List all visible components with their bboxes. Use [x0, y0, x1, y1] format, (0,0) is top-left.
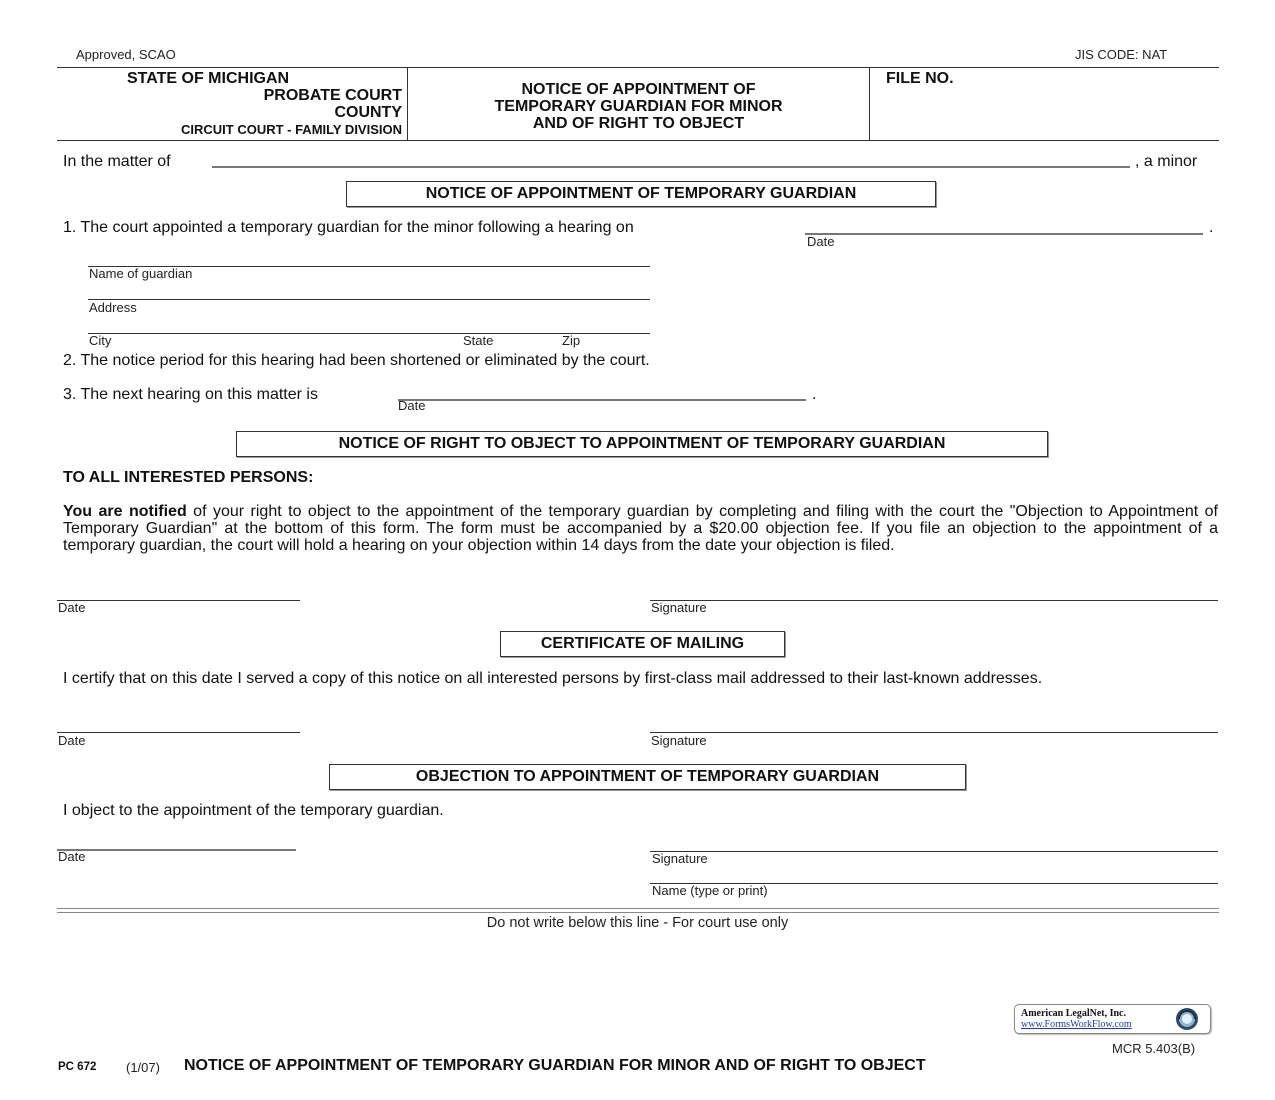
objection-date-label: Date: [58, 849, 86, 864]
section-heading-appointment: NOTICE OF APPOINTMENT OF TEMPORARY GUARDIAN: [346, 181, 936, 207]
city-label: City: [89, 333, 112, 348]
form-title-line-3: AND OF RIGHT TO OBJECT: [532, 115, 745, 132]
certificate-paragraph: I certify that on this date I served a copy of this notice on all interested persons by first-class mail addressed to their last-known addresses.: [63, 670, 1043, 687]
notice-signature-label: Signature: [651, 600, 707, 615]
objection-date-line: [57, 849, 296, 851]
guardian-name-label: Name of guardian: [89, 266, 193, 281]
guardian-address-field[interactable]: [88, 281, 650, 299]
zip-label: Zip: [562, 333, 581, 348]
objection-name-field[interactable]: [650, 865, 1218, 883]
matter-line: [212, 166, 1130, 168]
state-field-label: State: [463, 333, 494, 348]
state-label: STATE OF MICHIGAN: [127, 70, 290, 87]
form-title-header: [408, 81, 869, 132]
objection-signature-label: Signature: [652, 851, 708, 866]
notice-date-field[interactable]: [57, 582, 300, 600]
objection-name-label: Name (type or print): [652, 883, 768, 898]
next-hearing-date-label: Date: [398, 398, 426, 413]
division-label: CIRCUIT COURT - FAMILY DIVISION: [180, 122, 402, 137]
item3-text: 3. The next hearing on this matter is: [63, 386, 318, 403]
matter-prefix: In the matter of: [63, 153, 171, 170]
header-divider-2: [869, 67, 870, 140]
objection-text: I object to the appointment of the temporary guardian.: [63, 802, 444, 819]
matter-suffix: , a minor: [1135, 153, 1198, 170]
hearing-date-field[interactable]: [805, 215, 1203, 233]
approved-label: Approved, SCAO: [76, 47, 176, 62]
notice-signature-line: [650, 600, 1218, 601]
guardian-city-state-zip-field[interactable]: [88, 315, 650, 333]
notified-text: of your right to object to the appointment of the temporary guardian by completing and filing with the court the "Objection to Appointment of Temporary Guardian" at the bottom of this form. The form must be accompanied by a $20.00 objection fee. If you file an objection to the appointment of a temporary guardian, the court will hold a hearing on your objection within 14 days from the date your objection is filed.: [63, 503, 1218, 554]
jis-code-label: JIS CODE: NAT: [1075, 47, 1168, 62]
guardian-address-line: [88, 299, 650, 300]
certificate-signature-line: [650, 732, 1218, 733]
section-heading-certificate: CERTIFICATE OF MAILING: [500, 631, 785, 657]
objection-signature-field[interactable]: [650, 833, 1218, 851]
item3-period: .: [812, 386, 817, 403]
notice-date-line: [57, 600, 300, 601]
notice-date-label: Date: [58, 600, 86, 615]
certificate-date-label: Date: [58, 733, 86, 748]
form-code: PC 672: [58, 1061, 97, 1073]
minor-name-field[interactable]: [212, 148, 1130, 166]
section-heading-right-to-object: NOTICE OF RIGHT TO OBJECT TO APPOINTMENT OF TEMPORARY GUARDIAN: [236, 431, 1048, 457]
objection-date-field[interactable]: [57, 831, 296, 849]
item1-text: 1. The court appointed a temporary guardian for the minor following a hearing on: [63, 219, 634, 236]
court-use-notice: Do not write below this line - For court use only: [486, 915, 789, 931]
mcr-reference: MCR 5.403(B): [1112, 1041, 1196, 1056]
court-label: PROBATE COURT: [263, 87, 402, 104]
certificate-signature-label: Signature: [651, 733, 707, 748]
item1-period: .: [1209, 219, 1214, 236]
logo-company-name: American LegalNet, Inc.: [1021, 1008, 1126, 1019]
file-no-label: FILE NO.: [886, 70, 954, 87]
notified-bold: You are notified: [63, 503, 187, 520]
certificate-date-field[interactable]: [57, 714, 300, 732]
certificate-date-line: [57, 732, 300, 733]
item2-text: 2. The notice period for this hearing had been shortened or eliminated by the court.: [63, 352, 650, 369]
form-title-line-1: NOTICE OF APPOINTMENT OF: [521, 81, 756, 98]
objection-signature-line: [650, 851, 1218, 852]
next-hearing-date-field[interactable]: [398, 381, 806, 399]
footer-form-title: NOTICE OF APPOINTMENT OF TEMPORARY GUARDIAN FOR MINOR AND OF RIGHT TO OBJECT: [184, 1057, 926, 1074]
court-header: [60, 70, 402, 139]
globe-icon: [1175, 1007, 1199, 1031]
hearing-date-line: [805, 233, 1203, 235]
to-all-interested-persons: TO ALL INTERESTED PERSONS:: [63, 469, 314, 486]
certificate-signature-field[interactable]: [650, 714, 1218, 732]
guardian-address-label: Address: [89, 300, 137, 315]
county-label: COUNTY: [334, 104, 402, 121]
guardian-name-field[interactable]: [88, 248, 650, 266]
court-use-rule-2: [57, 912, 1219, 913]
notification-paragraph: [63, 503, 1218, 554]
form-title-line-2: TEMPORARY GUARDIAN FOR MINOR: [494, 98, 783, 115]
header-top-rule: [57, 67, 1219, 68]
header-bottom-rule: [57, 140, 1219, 141]
notice-signature-field[interactable]: [650, 582, 1218, 600]
form-date: (1/07): [126, 1060, 160, 1075]
section-heading-objection: OBJECTION TO APPOINTMENT OF TEMPORARY GUARDIAN: [329, 764, 966, 790]
logo-website-link[interactable]: www.FormsWorkFlow.com: [1021, 1019, 1132, 1030]
file-no-field[interactable]: [880, 90, 1210, 134]
american-legalnet-logo[interactable]: [1014, 1004, 1211, 1034]
hearing-date-label: Date: [807, 234, 835, 249]
court-use-rule-1: [57, 908, 1219, 909]
next-hearing-date-line: [398, 399, 806, 401]
